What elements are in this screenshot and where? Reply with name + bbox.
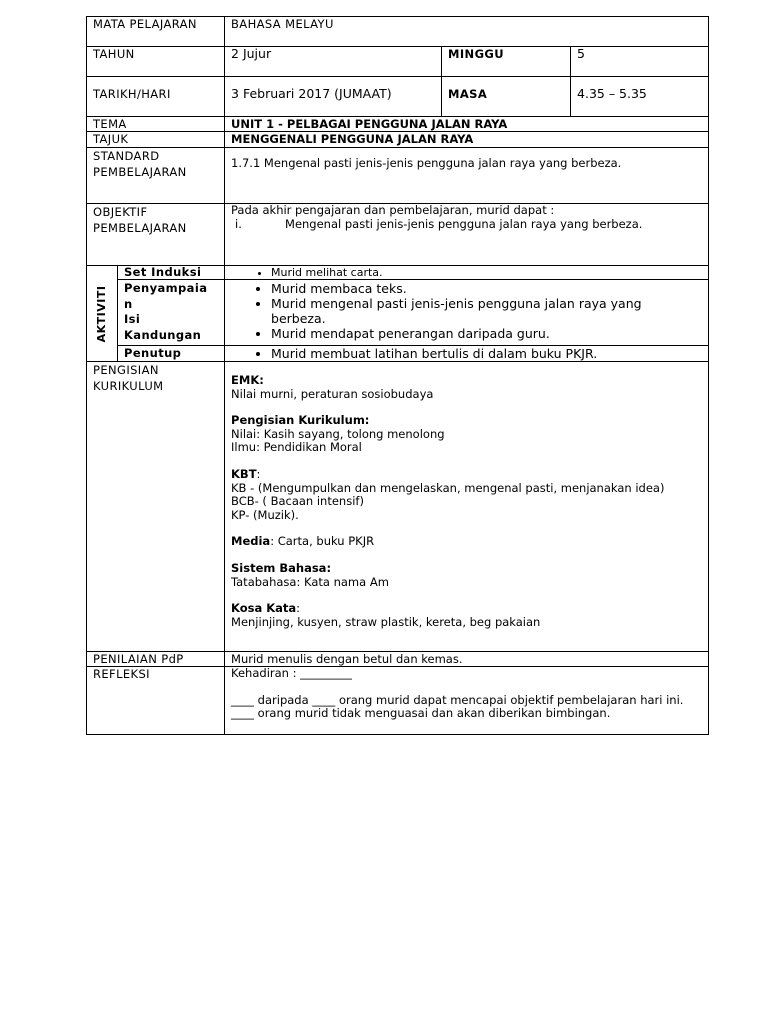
refleksi-line1: ____ daripada ____ orang murid dapat mencapai objektif pembelajaran hari ini.: [231, 692, 684, 707]
tahun-value: 2 Jujur: [225, 47, 442, 77]
minggu-value: 5: [571, 47, 709, 77]
penutup-list: [225, 346, 708, 361]
lesson-plan-table: [86, 16, 709, 735]
masa-label: MASA: [442, 77, 571, 117]
row-penutup: [87, 346, 709, 362]
kbt-heading: KBT: [231, 466, 257, 481]
penutup-content: [225, 346, 709, 362]
sistem-text: Tatabahasa: Kata nama Am: [231, 574, 389, 589]
tarikh-label: TARIKH/HARI: [87, 77, 225, 117]
emk-text: Nilai murni, peraturan sosiobudaya: [231, 386, 434, 401]
pk-nilai: Nilai: Kasih sayang, tolong menolong: [231, 426, 445, 441]
list-item: • Murid membaca teks.: [271, 281, 688, 296]
pengisian-label: [87, 362, 225, 652]
kbt-colon: :: [256, 466, 261, 481]
row-tajuk: [87, 132, 709, 148]
tarikh-value: 3 Februari 2017 (JUMAAT): [225, 77, 442, 117]
pk-ilmu: Ilmu: Pendidikan Moral: [231, 440, 362, 455]
media-heading: Media: [231, 534, 271, 549]
penyampaian-label: [118, 280, 225, 346]
aktiviti-vertical-label: AKTIVITI: [95, 285, 108, 342]
tema-value: UNIT 1 - PELBAGAI PENGGUNA JALAN RAYA: [225, 117, 709, 132]
refleksi-label: REFLEKSI: [87, 667, 225, 735]
kosa-heading: Kosa Kata: [231, 601, 297, 616]
objektif-label-line1: OBJEKTIF: [93, 205, 148, 219]
standard-label-line1: STANDARD: [93, 149, 160, 163]
penyampaian-list: [225, 281, 688, 341]
objektif-item: [231, 218, 702, 232]
row-penyampaian: [87, 280, 709, 346]
masa-value: 4.35 – 5.35: [571, 77, 709, 117]
row-tarikh: [87, 77, 709, 117]
row-refleksi: [87, 667, 709, 735]
row-pengisian: [87, 362, 709, 652]
tahun-label: TAHUN: [87, 47, 225, 77]
kbt-kb: KB - (Mengumpulkan dan mengelaskan, mengenal pasti, menjanakan idea): [231, 480, 665, 495]
set-induksi-list: [225, 266, 708, 279]
refleksi-line2: ____ orang murid tidak menguasai dan akan diberikan bimbingan.: [231, 706, 611, 721]
mata-pelajaran-label: MATA PELAJARAN: [87, 17, 225, 47]
standard-label-line2: PEMBELAJARAN: [93, 165, 187, 179]
tajuk-value: MENGGENALI PENGGUNA JALAN RAYA: [225, 132, 709, 148]
row-mata-pelajaran: [87, 17, 709, 47]
objektif-label-line2: PEMBELAJARAN: [93, 221, 187, 235]
objektif-item-text: Mengenal pasti jenis-jenis pengguna jalan raya yang berbeza.: [285, 216, 643, 231]
minggu-label: MINGGU: [442, 47, 571, 77]
row-tahun: [87, 47, 709, 77]
objektif-label: [87, 204, 225, 266]
pk-heading: Pengisian Kurikulum:: [231, 413, 370, 428]
list-item: • Murid mendapat penerangan daripada guru.: [271, 326, 688, 341]
sistem-heading: Sistem Bahasa:: [231, 560, 332, 575]
row-penilaian: [87, 652, 709, 667]
row-standard: [87, 148, 709, 204]
standard-label: [87, 148, 225, 204]
kbt-bcb: BCB- ( Bacaan intensif): [231, 494, 364, 509]
penutup-label: Penutup: [118, 346, 225, 362]
objektif-item-number: i.: [235, 216, 242, 231]
penilaian-label: PENILAIAN PdP: [87, 652, 225, 667]
refleksi-kehadiran: Kehadiran : _________: [231, 666, 352, 680]
objektif-value: [225, 204, 709, 266]
penilaian-value: Murid menulis dengan betul dan kemas.: [225, 652, 709, 667]
penyampaian-label-line1: Penyampaia: [124, 281, 208, 295]
row-objektif: [87, 204, 709, 266]
kbt-kp: KP- (Muzik).: [231, 507, 299, 522]
emk-heading: EMK:: [231, 373, 264, 387]
pengisian-content: [225, 362, 709, 652]
list-item: • Murid membuat latihan bertulis di dalam buku PKJR.: [271, 346, 708, 361]
lesson-plan-page: [86, 16, 708, 735]
penyampaian-label-line3: Isi: [124, 312, 141, 326]
set-induksi-content: [225, 266, 709, 280]
penyampaian-content: [225, 280, 709, 346]
objektif-intro: Pada akhir pengajaran dan pembelajaran, murid dapat :: [231, 203, 555, 217]
refleksi-content: [225, 667, 709, 735]
list-item: • Murid melihat carta.: [271, 266, 708, 279]
aktiviti-vertical-cell: [87, 266, 118, 362]
row-tema: [87, 117, 709, 132]
mata-pelajaran-value: BAHASA MELAYU: [225, 17, 709, 47]
pengisian-label-line1: PENGISIAN: [93, 363, 159, 377]
list-item: • Murid mengenal pasti jenis-jenis pengguna jalan raya yang berbeza.: [271, 296, 688, 326]
tema-label: TEMA: [87, 117, 225, 132]
penyampaian-label-line4: Kandungan: [124, 327, 202, 342]
row-set-induksi: [87, 266, 709, 280]
penyampaian-label-line2: n: [124, 296, 133, 311]
standard-value: 1.7.1 Mengenal pasti jenis-jenis pengguna jalan raya yang berbeza.: [225, 148, 709, 204]
media-text: : Carta, buku PKJR: [270, 534, 375, 549]
set-induksi-label: Set Induksi: [118, 266, 225, 280]
tajuk-label: TAJUK: [87, 132, 225, 148]
kosa-colon: :: [296, 601, 301, 616]
kosa-text: Menjinjing, kusyen, straw plastik, kereta, beg pakaian: [231, 614, 541, 629]
pengisian-label-line2: KURIKULUM: [93, 379, 164, 393]
